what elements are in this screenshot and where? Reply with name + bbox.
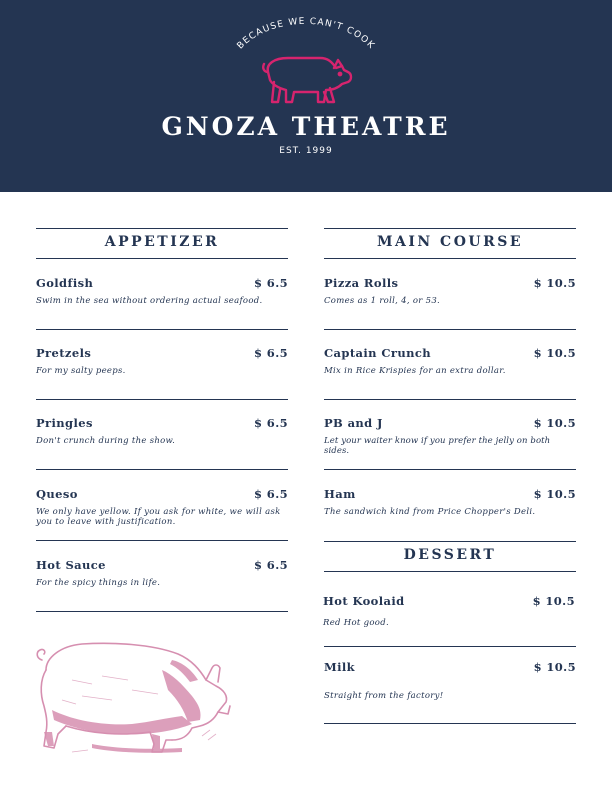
menu-item-description: Straight from the factory! bbox=[324, 691, 444, 701]
menu-item-price: $ 10.5 bbox=[533, 276, 576, 290]
menu-item-name: Goldfish bbox=[36, 276, 94, 290]
menu-item-price: $ 6.5 bbox=[253, 416, 288, 430]
menu-item-price: $ 6.5 bbox=[253, 276, 288, 290]
menu-item-name: PB and J bbox=[324, 416, 383, 430]
tagline-text: BECAUSE WE CAN'T COOK bbox=[235, 16, 377, 52]
menu-item-price: $ 10.5 bbox=[532, 594, 575, 608]
appetizer-heading-rule bbox=[36, 258, 288, 259]
menu-item bbox=[323, 594, 575, 634]
menu-item bbox=[36, 276, 288, 316]
menu-item bbox=[36, 558, 288, 598]
dessert-heading-rule bbox=[324, 571, 576, 572]
item-divider bbox=[36, 540, 288, 541]
menu-item-price: $ 10.5 bbox=[533, 416, 576, 430]
menu-item-price: $ 10.5 bbox=[533, 660, 576, 674]
item-divider bbox=[36, 611, 288, 612]
main-course-top-rule bbox=[324, 228, 576, 229]
menu-item-name: Hot Sauce bbox=[36, 558, 106, 572]
menu-item-name: Milk bbox=[324, 660, 356, 674]
menu-item-description: Let your waiter know if you prefer the jelly on both sides. bbox=[324, 436, 551, 456]
menu-item-description: Comes as 1 roll, 4, or 53. bbox=[324, 296, 441, 306]
item-divider bbox=[324, 399, 576, 400]
item-divider bbox=[36, 469, 288, 470]
menu-item bbox=[36, 416, 288, 456]
menu-item-description: Mix in Rice Krispies for an extra dollar. bbox=[324, 366, 506, 376]
menu-item-description: Don't crunch during the show. bbox=[36, 436, 176, 446]
menu-item-name: Pringles bbox=[36, 416, 93, 430]
dessert-top-rule bbox=[324, 541, 576, 542]
page-title: GNOZA THEATRE bbox=[161, 112, 451, 141]
menu-item-description: The sandwich kind from Price Chopper's Deli. bbox=[324, 507, 536, 517]
menu-item bbox=[324, 416, 576, 456]
item-divider bbox=[324, 646, 576, 647]
dessert-heading: DESSERT bbox=[403, 547, 497, 563]
appetizer-heading: APPETIZER bbox=[104, 234, 220, 250]
menu-item bbox=[324, 660, 576, 710]
menu-item-price: $ 6.5 bbox=[253, 487, 288, 501]
menu-item-price: $ 10.5 bbox=[533, 487, 576, 501]
menu-item-name: Captain Crunch bbox=[324, 346, 432, 360]
menu-item-name: Hot Koolaid bbox=[323, 594, 405, 608]
menu-item bbox=[324, 346, 576, 386]
menu-item-price: $ 6.5 bbox=[253, 346, 288, 360]
menu-item-name: Pizza Rolls bbox=[324, 276, 399, 290]
pig-icon bbox=[258, 52, 354, 108]
main-course-heading-rule bbox=[324, 258, 576, 259]
established-label: EST. 1999 bbox=[279, 146, 333, 156]
header-banner bbox=[0, 0, 612, 192]
menu-item-description: Red Hot good. bbox=[323, 618, 389, 628]
menu-item-name: Pretzels bbox=[36, 346, 92, 360]
menu-item-description: For my salty peeps. bbox=[36, 366, 126, 376]
menu-item-price: $ 10.5 bbox=[533, 346, 576, 360]
menu-item-name: Ham bbox=[324, 487, 356, 501]
item-divider bbox=[324, 329, 576, 330]
main-course-heading: MAIN COURSE bbox=[376, 234, 524, 250]
menu-item bbox=[324, 487, 576, 527]
item-divider bbox=[36, 329, 288, 330]
menu-item-description: Swim in the sea without ordering actual seafood. bbox=[36, 296, 263, 306]
menu-item-name: Queso bbox=[36, 487, 78, 501]
menu-item bbox=[36, 487, 288, 531]
menu-item-description: For the spicy things in life. bbox=[36, 578, 161, 588]
item-divider bbox=[324, 469, 576, 470]
menu-item-price: $ 6.5 bbox=[253, 558, 288, 572]
appetizer-top-rule bbox=[36, 228, 288, 229]
item-divider bbox=[36, 399, 288, 400]
svg-text:BECAUSE WE CAN'T COOK bbox=[236, 17, 377, 52]
menu-item bbox=[324, 276, 576, 316]
menu-item-description: We only have yellow. If you ask for white, we will ask you to leave with justification. bbox=[36, 507, 281, 527]
menu-item bbox=[36, 346, 288, 386]
pig-illustration-icon bbox=[32, 640, 236, 758]
item-divider bbox=[324, 723, 576, 724]
